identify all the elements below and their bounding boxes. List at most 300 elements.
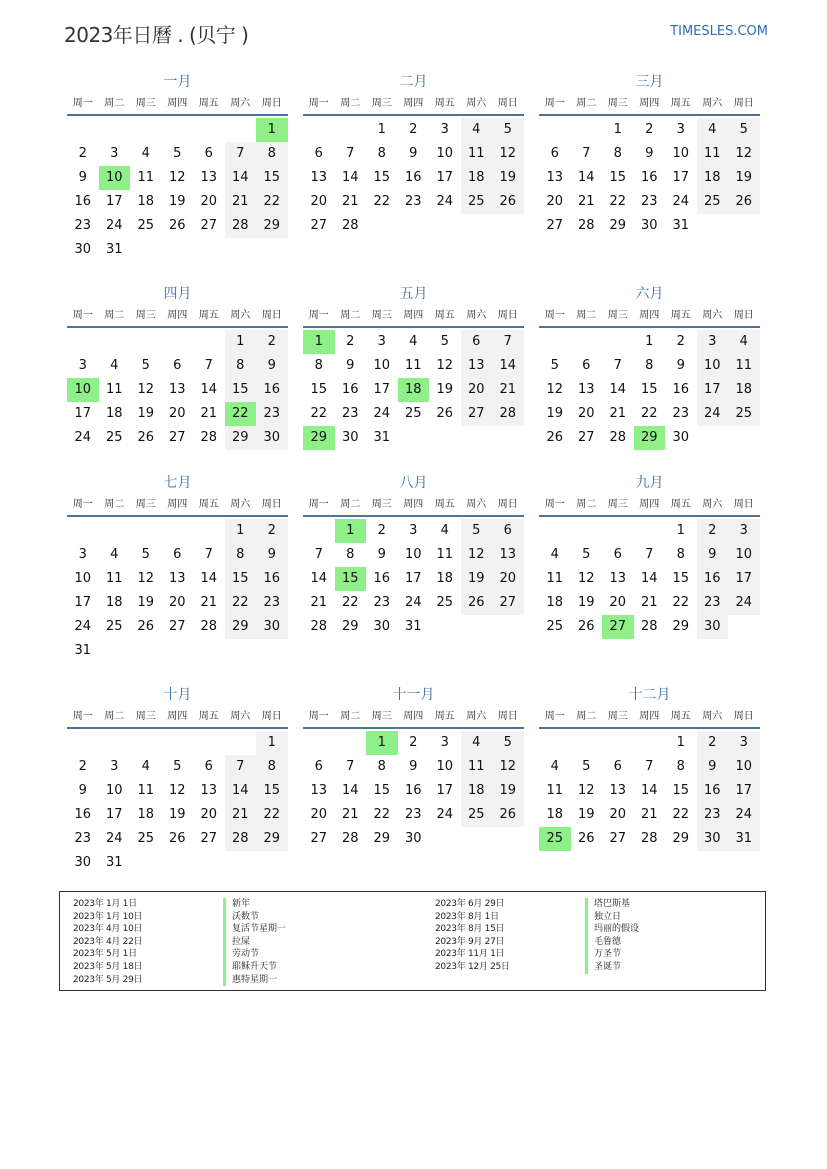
day-cell: 17 bbox=[74, 595, 92, 610]
weekday-label: 周四 bbox=[167, 98, 188, 109]
day-cell: 12 bbox=[168, 170, 186, 185]
day-cell: 28 bbox=[225, 827, 257, 851]
day-cell: 24 bbox=[74, 619, 92, 634]
holiday-name: 复活节星期一 bbox=[223, 923, 286, 936]
holiday-name: 玛丽的假设 bbox=[585, 923, 639, 936]
day-cell: 2 bbox=[377, 523, 386, 538]
day-cell: 4 bbox=[728, 330, 760, 354]
day-cell: 5 bbox=[492, 731, 524, 755]
day-cell: 13 bbox=[200, 783, 218, 798]
day-cell: 7 bbox=[582, 146, 591, 161]
day-cell: 26 bbox=[577, 619, 595, 634]
day-cell: 9 bbox=[676, 358, 685, 373]
day-cell: 19 bbox=[137, 595, 155, 610]
day-cell: 11 bbox=[105, 382, 123, 397]
day-cell: 20 bbox=[577, 406, 595, 421]
day-cell: 22 bbox=[256, 803, 288, 827]
day-cell: 1 bbox=[645, 334, 654, 349]
weekday-label: 周五 bbox=[198, 499, 219, 510]
holiday-entry bbox=[73, 936, 286, 949]
weekday-label: 周六 bbox=[702, 499, 723, 510]
day-cell: 19 bbox=[436, 382, 454, 397]
day-cell: 7 bbox=[204, 547, 213, 562]
weekday-label: 周三 bbox=[135, 711, 156, 722]
day-cell: 21 bbox=[492, 378, 524, 402]
day-cell: 24 bbox=[672, 194, 690, 209]
day-cell: 31 bbox=[105, 242, 123, 257]
day-grid bbox=[67, 517, 288, 661]
day-cell: 20 bbox=[609, 807, 627, 822]
weekday-label: 周一 bbox=[72, 98, 93, 109]
holiday-entry bbox=[73, 974, 286, 987]
weekday-label: 周日 bbox=[261, 310, 282, 321]
day-cell: 16 bbox=[373, 571, 391, 586]
day-cell: 19 bbox=[492, 166, 524, 190]
day-cell: 3 bbox=[78, 358, 87, 373]
holiday-date: 2023年 4月 10日 bbox=[73, 924, 143, 935]
holiday-list bbox=[59, 891, 766, 991]
day-cell: 26 bbox=[436, 406, 454, 421]
holiday-name: 新年 bbox=[223, 898, 250, 911]
day-cell: 4 bbox=[110, 358, 119, 373]
month-name: 十二月 bbox=[628, 687, 671, 703]
month-11 bbox=[303, 686, 524, 873]
holiday-day-cell: 10 bbox=[67, 378, 99, 402]
day-cell: 24 bbox=[373, 406, 391, 421]
weekday-label: 周三 bbox=[607, 499, 628, 510]
day-cell: 12 bbox=[461, 543, 493, 567]
day-cell: 23 bbox=[256, 402, 288, 426]
day-cell: 15 bbox=[609, 170, 627, 185]
day-cell: 29 bbox=[341, 619, 359, 634]
holiday-date: 2023年 1月 10日 bbox=[73, 911, 143, 922]
day-cell: 11 bbox=[137, 783, 155, 798]
month-2 bbox=[303, 73, 524, 260]
day-cell: 8 bbox=[314, 358, 323, 373]
day-cell: 9 bbox=[256, 354, 288, 378]
day-cell: 10 bbox=[373, 358, 391, 373]
holiday-day-cell: 1 bbox=[256, 118, 288, 142]
day-cell: 22 bbox=[672, 595, 690, 610]
day-cell: 9 bbox=[697, 543, 729, 567]
holiday-entry bbox=[73, 961, 286, 974]
day-cell: 6 bbox=[173, 547, 182, 562]
day-cell: 3 bbox=[440, 122, 449, 137]
weekday-label: 周三 bbox=[607, 711, 628, 722]
day-grid bbox=[303, 517, 524, 661]
day-cell: 8 bbox=[676, 547, 685, 562]
day-cell: 21 bbox=[200, 406, 218, 421]
day-grid bbox=[539, 116, 760, 260]
weekday-label: 周四 bbox=[167, 499, 188, 510]
day-cell: 12 bbox=[492, 755, 524, 779]
day-cell: 16 bbox=[74, 807, 92, 822]
weekday-label: 周日 bbox=[497, 310, 518, 321]
day-cell: 26 bbox=[728, 190, 760, 214]
holiday-name: 毛鲁德 bbox=[585, 936, 621, 949]
day-cell: 28 bbox=[640, 619, 658, 634]
day-cell: 24 bbox=[74, 430, 92, 445]
day-cell: 25 bbox=[105, 619, 123, 634]
day-cell: 22 bbox=[373, 807, 391, 822]
day-cell: 15 bbox=[373, 783, 391, 798]
weekday-label: 周一 bbox=[72, 499, 93, 510]
day-grid bbox=[67, 328, 288, 472]
day-cell: 29 bbox=[225, 426, 257, 450]
day-cell: 19 bbox=[168, 807, 186, 822]
day-cell: 20 bbox=[310, 194, 328, 209]
holiday-day-cell: 22 bbox=[225, 402, 257, 426]
day-cell: 3 bbox=[676, 122, 685, 137]
day-cell: 27 bbox=[492, 591, 524, 615]
month-name: 二月 bbox=[399, 74, 428, 90]
day-cell: 21 bbox=[609, 406, 627, 421]
day-cell: 23 bbox=[74, 218, 92, 233]
weekday-label: 周六 bbox=[466, 499, 487, 510]
day-cell: 22 bbox=[609, 194, 627, 209]
day-cell: 12 bbox=[577, 783, 595, 798]
weekday-label: 周三 bbox=[135, 310, 156, 321]
holiday-day-cell: 27 bbox=[602, 615, 634, 639]
day-cell: 8 bbox=[645, 358, 654, 373]
weekday-label: 周六 bbox=[230, 310, 251, 321]
day-cell: 5 bbox=[582, 759, 591, 774]
day-cell: 30 bbox=[404, 831, 422, 846]
weekday-label: 周六 bbox=[466, 310, 487, 321]
day-cell: 9 bbox=[256, 543, 288, 567]
holiday-date: 2023年 4月 22日 bbox=[73, 936, 143, 947]
month-12 bbox=[539, 686, 760, 873]
day-cell: 13 bbox=[492, 543, 524, 567]
day-cell: 23 bbox=[640, 194, 658, 209]
day-cell: 23 bbox=[341, 406, 359, 421]
day-cell: 8 bbox=[225, 543, 257, 567]
day-grid bbox=[539, 729, 760, 873]
month-name: 九月 bbox=[635, 475, 664, 491]
holiday-entry bbox=[73, 911, 286, 924]
day-cell: 4 bbox=[409, 334, 418, 349]
day-cell: 29 bbox=[672, 831, 690, 846]
weekday-label: 周六 bbox=[466, 711, 487, 722]
month-name: 四月 bbox=[163, 286, 192, 302]
weekday-label: 周日 bbox=[733, 310, 754, 321]
day-cell: 6 bbox=[582, 358, 591, 373]
weekday-label: 周一 bbox=[308, 310, 329, 321]
day-cell: 9 bbox=[409, 759, 418, 774]
weekday-label: 周三 bbox=[135, 499, 156, 510]
weekday-label: 周一 bbox=[308, 711, 329, 722]
holiday-date: 2023年 11月 1日 bbox=[435, 949, 505, 960]
day-cell: 17 bbox=[436, 783, 454, 798]
day-cell: 12 bbox=[492, 142, 524, 166]
holiday-date: 2023年 8月 1日 bbox=[435, 911, 499, 922]
day-cell: 30 bbox=[74, 242, 92, 257]
day-cell: 11 bbox=[728, 354, 760, 378]
weekday-label: 周二 bbox=[340, 711, 361, 722]
day-cell: 15 bbox=[225, 567, 257, 591]
weekday-header bbox=[303, 708, 524, 729]
day-cell: 5 bbox=[728, 118, 760, 142]
day-cell: 29 bbox=[256, 214, 288, 238]
day-cell: 21 bbox=[640, 807, 658, 822]
day-cell: 21 bbox=[341, 194, 359, 209]
day-cell: 11 bbox=[697, 142, 729, 166]
weekday-label: 周六 bbox=[702, 711, 723, 722]
day-cell: 31 bbox=[74, 643, 92, 658]
day-grid bbox=[539, 517, 760, 661]
day-cell: 25 bbox=[461, 803, 493, 827]
day-cell: 28 bbox=[200, 430, 218, 445]
day-cell: 2 bbox=[697, 731, 729, 755]
day-cell: 1 bbox=[676, 523, 685, 538]
day-cell: 4 bbox=[440, 523, 449, 538]
holiday-day-cell: 25 bbox=[539, 827, 571, 851]
day-cell: 14 bbox=[310, 571, 328, 586]
day-cell: 22 bbox=[225, 591, 257, 615]
day-cell: 10 bbox=[436, 146, 454, 161]
day-cell: 31 bbox=[728, 827, 760, 851]
day-grid bbox=[67, 116, 288, 260]
day-cell: 15 bbox=[672, 571, 690, 586]
day-cell: 7 bbox=[225, 142, 257, 166]
day-cell: 5 bbox=[461, 519, 493, 543]
day-cell: 20 bbox=[168, 595, 186, 610]
day-cell: 2 bbox=[697, 519, 729, 543]
day-cell: 3 bbox=[440, 735, 449, 750]
day-cell: 6 bbox=[613, 547, 622, 562]
day-cell: 23 bbox=[373, 595, 391, 610]
weekday-label: 周二 bbox=[576, 499, 597, 510]
day-cell: 11 bbox=[461, 755, 493, 779]
day-cell: 16 bbox=[640, 170, 658, 185]
holiday-list-left bbox=[73, 898, 286, 986]
month-name: 十一月 bbox=[392, 687, 435, 703]
day-cell: 31 bbox=[672, 218, 690, 233]
holiday-entry bbox=[435, 898, 639, 911]
weekday-label: 周四 bbox=[403, 310, 424, 321]
weekday-label: 周日 bbox=[733, 499, 754, 510]
day-cell: 4 bbox=[141, 146, 150, 161]
holiday-date: 2023年 5月 18日 bbox=[73, 961, 143, 972]
day-cell: 29 bbox=[225, 615, 257, 639]
day-cell: 18 bbox=[461, 166, 493, 190]
day-cell: 7 bbox=[645, 759, 654, 774]
day-cell: 8 bbox=[377, 759, 386, 774]
holiday-day-cell: 29 bbox=[634, 426, 666, 450]
day-cell: 4 bbox=[141, 759, 150, 774]
weekday-label: 周五 bbox=[198, 711, 219, 722]
day-cell: 24 bbox=[728, 591, 760, 615]
day-cell: 19 bbox=[137, 406, 155, 421]
day-cell: 21 bbox=[225, 803, 257, 827]
holiday-entry bbox=[435, 936, 639, 949]
day-cell: 6 bbox=[613, 759, 622, 774]
page-title: 2023年日曆 . (贝宁 ) bbox=[64, 23, 249, 47]
day-cell: 28 bbox=[492, 402, 524, 426]
day-cell: 16 bbox=[697, 567, 729, 591]
weekday-label: 周六 bbox=[230, 98, 251, 109]
weekday-header bbox=[539, 708, 760, 729]
weekday-label: 周日 bbox=[497, 98, 518, 109]
day-cell: 3 bbox=[728, 519, 760, 543]
day-cell: 14 bbox=[640, 783, 658, 798]
day-cell: 26 bbox=[492, 190, 524, 214]
holiday-day-cell: 10 bbox=[99, 166, 131, 190]
weekday-label: 周日 bbox=[497, 499, 518, 510]
day-cell: 20 bbox=[310, 807, 328, 822]
day-cell: 2 bbox=[409, 122, 418, 137]
brand-logo-text[interactable]: TIMESLES.COM bbox=[670, 24, 768, 39]
weekday-label: 周二 bbox=[340, 98, 361, 109]
day-cell: 20 bbox=[200, 807, 218, 822]
day-cell: 29 bbox=[672, 619, 690, 634]
day-cell: 18 bbox=[546, 807, 564, 822]
day-cell: 31 bbox=[105, 855, 123, 870]
day-cell: 12 bbox=[168, 783, 186, 798]
holiday-name: 圣诞节 bbox=[585, 961, 621, 974]
day-cell: 13 bbox=[577, 382, 595, 397]
weekday-label: 周二 bbox=[104, 98, 125, 109]
day-cell: 24 bbox=[404, 595, 422, 610]
day-cell: 26 bbox=[137, 430, 155, 445]
day-cell: 3 bbox=[409, 523, 418, 538]
day-cell: 9 bbox=[697, 755, 729, 779]
month-name: 八月 bbox=[399, 475, 428, 491]
day-cell: 8 bbox=[377, 146, 386, 161]
holiday-name: 耶稣升天节 bbox=[223, 961, 277, 974]
day-cell: 25 bbox=[728, 402, 760, 426]
holiday-name: 拉屎 bbox=[223, 936, 250, 949]
weekday-label: 周四 bbox=[639, 98, 660, 109]
month-name: 三月 bbox=[635, 74, 664, 90]
day-cell: 23 bbox=[697, 803, 729, 827]
day-cell: 5 bbox=[141, 547, 150, 562]
day-cell: 24 bbox=[105, 831, 123, 846]
day-cell: 30 bbox=[672, 430, 690, 445]
day-cell: 18 bbox=[461, 779, 493, 803]
day-cell: 6 bbox=[204, 146, 213, 161]
day-cell: 22 bbox=[256, 190, 288, 214]
day-cell: 28 bbox=[609, 430, 627, 445]
weekday-label: 周日 bbox=[261, 98, 282, 109]
day-cell: 5 bbox=[173, 146, 182, 161]
day-cell: 26 bbox=[577, 831, 595, 846]
holiday-date: 2023年 5月 29日 bbox=[73, 974, 143, 985]
day-cell: 1 bbox=[225, 519, 257, 543]
day-grid bbox=[67, 729, 288, 873]
day-cell: 14 bbox=[640, 571, 658, 586]
day-cell: 3 bbox=[697, 330, 729, 354]
day-cell: 14 bbox=[200, 382, 218, 397]
day-cell: 1 bbox=[225, 330, 257, 354]
day-cell: 7 bbox=[645, 547, 654, 562]
day-cell: 14 bbox=[492, 354, 524, 378]
day-cell: 16 bbox=[341, 382, 359, 397]
day-cell: 23 bbox=[404, 807, 422, 822]
day-cell: 2 bbox=[256, 519, 288, 543]
day-cell: 1 bbox=[377, 122, 386, 137]
day-cell: 11 bbox=[105, 571, 123, 586]
day-cell: 14 bbox=[225, 166, 257, 190]
day-cell: 19 bbox=[492, 779, 524, 803]
day-cell: 20 bbox=[546, 194, 564, 209]
holiday-name: 沃数节 bbox=[223, 911, 259, 924]
weekday-label: 周二 bbox=[104, 310, 125, 321]
weekday-label: 周六 bbox=[230, 711, 251, 722]
day-cell: 14 bbox=[341, 170, 359, 185]
day-cell: 23 bbox=[74, 831, 92, 846]
holiday-entry bbox=[435, 961, 639, 974]
day-cell: 4 bbox=[461, 118, 493, 142]
day-cell: 17 bbox=[74, 406, 92, 421]
day-cell: 16 bbox=[672, 382, 690, 397]
weekday-label: 周六 bbox=[702, 98, 723, 109]
day-cell: 15 bbox=[310, 382, 328, 397]
day-cell: 21 bbox=[200, 595, 218, 610]
holiday-entry bbox=[73, 948, 286, 961]
weekday-header bbox=[67, 307, 288, 328]
day-cell: 30 bbox=[341, 430, 359, 445]
day-cell: 3 bbox=[110, 759, 119, 774]
weekday-label: 周三 bbox=[371, 310, 392, 321]
holiday-day-cell: 1 bbox=[303, 330, 335, 354]
weekday-label: 周二 bbox=[104, 499, 125, 510]
holiday-day-cell: 1 bbox=[366, 731, 398, 755]
weekday-label: 周五 bbox=[670, 499, 691, 510]
day-cell: 28 bbox=[225, 214, 257, 238]
holiday-entry bbox=[435, 911, 639, 924]
day-cell: 21 bbox=[225, 190, 257, 214]
day-cell: 18 bbox=[137, 807, 155, 822]
day-cell: 30 bbox=[256, 615, 288, 639]
day-cell: 9 bbox=[645, 146, 654, 161]
day-cell: 18 bbox=[105, 595, 123, 610]
day-cell: 17 bbox=[436, 170, 454, 185]
day-cell: 7 bbox=[346, 759, 355, 774]
day-cell: 13 bbox=[168, 571, 186, 586]
day-cell: 1 bbox=[256, 731, 288, 755]
day-cell: 21 bbox=[640, 595, 658, 610]
day-cell: 13 bbox=[200, 170, 218, 185]
month-9 bbox=[539, 474, 760, 661]
day-cell: 12 bbox=[137, 382, 155, 397]
day-cell: 16 bbox=[256, 378, 288, 402]
weekday-label: 周一 bbox=[544, 310, 565, 321]
day-cell: 12 bbox=[546, 382, 564, 397]
day-cell: 5 bbox=[440, 334, 449, 349]
day-cell: 2 bbox=[676, 334, 685, 349]
weekday-label: 周二 bbox=[576, 711, 597, 722]
day-cell: 9 bbox=[78, 783, 87, 798]
day-cell: 25 bbox=[436, 595, 454, 610]
day-cell: 14 bbox=[609, 382, 627, 397]
month-3 bbox=[539, 73, 760, 260]
day-cell: 17 bbox=[404, 571, 422, 586]
day-cell: 25 bbox=[137, 218, 155, 233]
month-10 bbox=[67, 686, 288, 873]
day-cell: 4 bbox=[461, 731, 493, 755]
day-cell: 25 bbox=[546, 619, 564, 634]
holiday-entry bbox=[435, 948, 639, 961]
day-cell: 11 bbox=[404, 358, 422, 373]
weekday-label: 周二 bbox=[576, 98, 597, 109]
day-cell: 30 bbox=[697, 615, 729, 639]
weekday-label: 周一 bbox=[544, 98, 565, 109]
month-name: 五月 bbox=[399, 286, 428, 302]
day-cell: 8 bbox=[676, 759, 685, 774]
day-cell: 11 bbox=[546, 571, 564, 586]
day-cell: 1 bbox=[613, 122, 622, 137]
